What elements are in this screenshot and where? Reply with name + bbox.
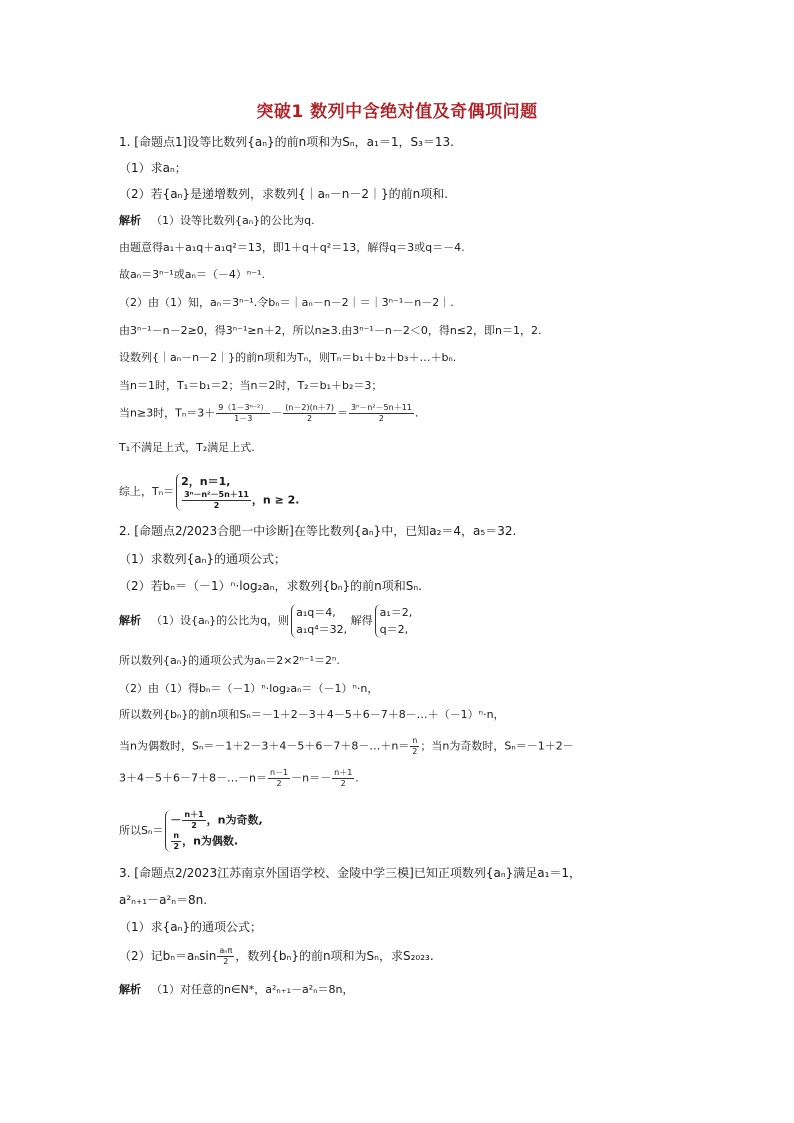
q2-part1: （1）求数列{aₙ}的通项公式； <box>119 552 287 566</box>
q1-solution-line-7: 当n＝1时，T₁＝b₁＝2；当n＝2时，T₂＝b₁＋b₂＝3； <box>119 379 383 392</box>
q2-s1-mid: 解得 <box>350 614 373 627</box>
q1-solution-line-9: T₁不满足上式，T₂满足上式. <box>119 441 255 454</box>
q3-p2-post: ，数列{bₙ}的前n项和为Sₙ，求S₂₀₂₃. <box>235 949 434 963</box>
q2-s7-pre: 所以Sₙ＝ <box>119 824 164 837</box>
q2-piecewise <box>165 810 262 852</box>
q3-solution-label: 解析 <box>119 983 141 996</box>
piecewise-fraction <box>182 490 251 511</box>
q1-stem: 1. [命题点1]设等比数列{aₙ}的前n项和为Sₙ，a₁＝1，S₃＝13. <box>119 135 454 149</box>
q2-solution-line-7 <box>119 810 263 852</box>
q2-s6-mid: －n＝－ <box>291 771 332 785</box>
frac-denominator: 2 <box>223 957 229 966</box>
frac-numerator: n＋1 <box>334 768 353 777</box>
piecewise-case-2 <box>170 831 262 852</box>
q2-s5-fraction <box>410 736 419 757</box>
q2-s5-post: ；当n为奇数时，Sₙ＝－1＋2－ <box>420 739 574 753</box>
system-sol-1: a₁＝2, <box>379 606 413 619</box>
system-sol-2: q＝2, <box>379 623 409 636</box>
piecewise-fraction-1 <box>182 810 205 831</box>
q1-part1: （1）求aₙ； <box>119 161 187 175</box>
q1-piecewise <box>176 473 299 511</box>
frac-numerator: (n－2)(n＋7) <box>285 403 334 412</box>
q2-s6-end: . <box>355 771 359 785</box>
frac-numerator: 3ⁿ－n²－5n＋11 <box>184 490 249 499</box>
frac-denominator: 2 <box>378 414 384 423</box>
q3-stem: 3. [命题点2/2023江苏南京外国语学校、金陵中学三模]已知正项数列{aₙ}满足a₁＝1， <box>119 866 582 880</box>
frac-numerator: aₙπ <box>219 946 233 955</box>
q1-s8-fraction-2 <box>283 403 336 424</box>
page-title: 突破1 数列中含绝对值及奇偶项问题 <box>256 102 538 122</box>
q2-s6-pre: 3＋4－5＋6－7＋8－…－n＝ <box>119 771 267 785</box>
q2-s5-pre: 当n为偶数时，Sₙ＝－1＋2－3＋4－5＋6－7＋8－…＋n＝ <box>119 739 410 753</box>
q1-s1-text: （1）设等比数列{aₙ}的公比为q. <box>151 214 315 227</box>
frac-numerator: n＋1 <box>184 810 204 819</box>
q1-solution-line-3: 故aₙ＝3ⁿ⁻¹或aₙ＝（－4）ⁿ⁻¹. <box>119 268 265 281</box>
frac-denominator: 2 <box>412 747 418 756</box>
q2-solution-line-3: （2）由（1）得bₙ＝（－1）ⁿ·log₂aₙ＝（－1）ⁿ·n， <box>119 682 379 695</box>
frac-denominator: 2 <box>340 779 346 788</box>
q2-solution-label: 解析 <box>119 614 141 627</box>
q1-part2: （2）若{aₙ}是递增数列，求数列{｜aₙ－n－2｜}的前n项和. <box>119 187 449 201</box>
q3-stem-line-2: a²ₙ₊₁－a²ₙ＝8n. <box>119 893 208 907</box>
frac-denominator: 2 <box>307 414 313 423</box>
q1-solution-line-8 <box>119 403 418 424</box>
q2-solution-line-6 <box>119 768 359 789</box>
q1-s8-pre: 当n≥3时，Tₙ＝3＋ <box>119 406 216 420</box>
q2-system-2 <box>375 604 413 638</box>
system-eq-2: a₁q⁴＝32, <box>296 623 348 636</box>
q3-part1: （1）求{aₙ}的通项公式； <box>119 920 263 934</box>
frac-denominator: 2 <box>213 501 220 510</box>
frac-denominator: 2 <box>276 779 282 788</box>
q2-s1-pre: （1）设{aₙ}的公比为q，则 <box>151 614 290 627</box>
frac-numerator: 3ⁿ－n²－5n＋11 <box>351 403 412 412</box>
q2-s6-fraction-1 <box>268 768 290 789</box>
q3-p2-fraction <box>217 946 234 967</box>
q2-solution-line-2: 所以数列{aₙ}的通项公式为aₙ＝2×2ⁿ⁻¹＝2ⁿ. <box>119 654 340 667</box>
q1-s10-pre: 综上，Tₙ＝ <box>119 485 175 498</box>
q1-solution-label: 解析 <box>119 214 141 227</box>
q1-s8-end: . <box>414 406 419 420</box>
q1-solution-line-6: 设数列{｜aₙ－n－2｜}的前n项和为Tₙ，则Tₙ＝b₁＋b₂＋b₃＋…＋bₙ. <box>119 351 457 364</box>
q3-part2 <box>119 946 434 967</box>
q1-solution-line-2: 由题意得a₁＋a₁q＋a₁q²＝13，即1＋q＋q²＝13，解得q＝3或q＝－4. <box>119 241 465 254</box>
q1-s8-minus: － <box>271 406 283 420</box>
frac-numerator: n <box>410 736 419 747</box>
q1-solution-line-4: （2）由（1）知，aₙ＝3ⁿ⁻¹.令bₙ＝｜aₙ－n－2｜＝｜3ⁿ⁻¹－n－2｜. <box>119 296 454 309</box>
q3-s1-text: （1）对任意的n∈N*，a²ₙ₊₁－a²ₙ＝8n， <box>151 983 354 996</box>
q1-s8-fraction-3 <box>349 403 414 424</box>
q3-p2-pre: （2）记bₙ＝aₙsin <box>119 949 217 963</box>
q1-s8-fraction-1 <box>216 403 270 424</box>
piecewise-case-2 <box>181 490 299 511</box>
system-eq-1: a₁q＝4, <box>296 606 336 619</box>
frac-denominator: 2 <box>191 821 197 830</box>
q2-s6-fraction-2 <box>332 768 354 789</box>
frac-numerator: n <box>173 831 180 840</box>
q3-solution-line-1 <box>119 982 354 998</box>
q1-s8-eq: ＝ <box>337 406 348 420</box>
piecewise-case-1-cond: ，n为奇数, <box>206 813 263 827</box>
frac-denominator: 2 <box>173 842 180 851</box>
frac-numerator: 9（1－3ⁿ⁻²） <box>218 403 269 412</box>
q2-system-1 <box>291 604 347 638</box>
piecewise-case-1 <box>170 810 262 831</box>
piecewise-case-2-cond: ，n为偶数. <box>182 834 239 848</box>
q1-solution-line-10 <box>119 473 299 511</box>
piecewise-fraction-2 <box>171 831 181 852</box>
frac-denominator: 1－3 <box>234 414 253 423</box>
piecewise-sign: － <box>170 813 182 827</box>
q2-solution-line-5 <box>119 736 574 757</box>
q1-solution-line-5: 由3ⁿ⁻¹－n－2≥0，得3ⁿ⁻¹≥n＋2，所以n≥3.由3ⁿ⁻¹－n－2＜0，得n≤2，即n＝1，2. <box>119 324 542 337</box>
piecewise-case-1: 2，n＝1, <box>181 475 231 488</box>
q2-part2: （2）若bₙ＝（－1）ⁿ·log₂aₙ，求数列{bₙ}的前n项和Sₙ. <box>119 579 422 593</box>
q2-solution-line-4: 所以数列{bₙ}的前n项和Sₙ＝－1＋2－3＋4－5＋6－7＋8－…＋（－1）ⁿ·n， <box>119 708 505 721</box>
q1-solution-line-1 <box>119 213 315 229</box>
q2-stem: 2. [命题点2/2023合肥一中诊断]在等比数列{aₙ}中，已知a₂＝4，a₅＝32. <box>119 524 517 538</box>
frac-numerator: n－1 <box>269 768 289 777</box>
q2-solution-line-1 <box>119 604 412 638</box>
piecewise-case-2-cond: ，n ≥ 2. <box>251 493 300 507</box>
